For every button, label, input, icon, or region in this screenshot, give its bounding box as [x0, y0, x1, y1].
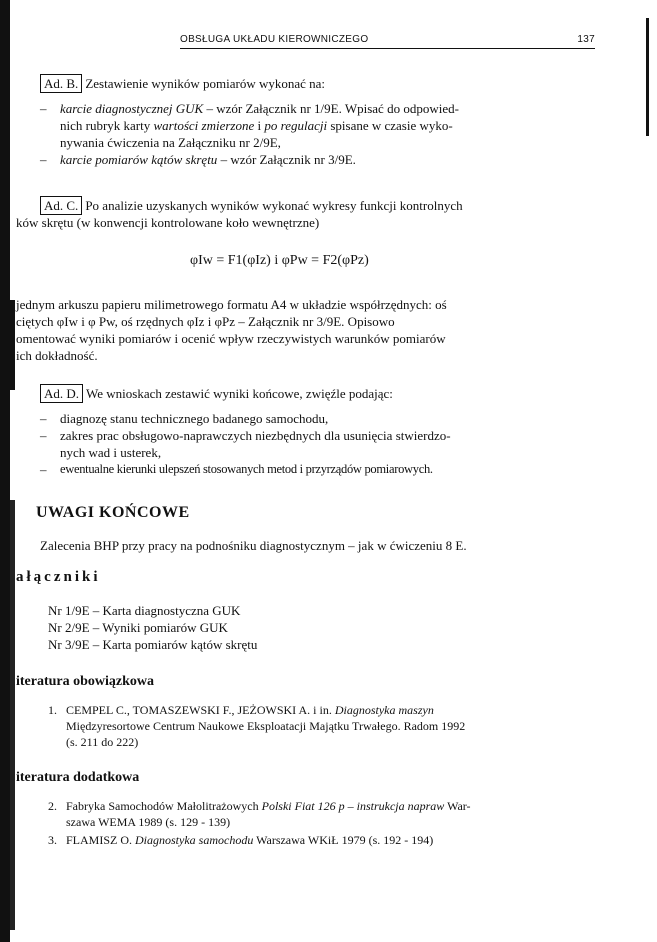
- adb-label: Ad. B.: [40, 74, 82, 93]
- formula: φIw = F1(φIz) i φPw = F2(φPz): [190, 253, 369, 268]
- list-item: – ewentualne kierunki ulepszeń stosowanych metod i przyrządów pomiarowych.: [40, 462, 433, 477]
- adb-intro: Ad. B. Zestawienie wyników pomiarów wykonać na:: [40, 74, 600, 93]
- list-item: nich rubryk karty wartości zmierzone i po regulacji spisane w czasie wyko-: [60, 118, 453, 133]
- list-item: – karcie pomiarów kątów skrętu – wzór Załącznik nr 3/9E.: [40, 152, 356, 167]
- uwagi-text: Zalecenia BHP przy pracy na podnośniku diagnostycznym – jak w ćwiczeniu 8 E.: [40, 538, 467, 553]
- adb-list: [40, 100, 610, 168]
- list-item: – zakres prac obsługowo-naprawczych niezbędnych dla usunięcia stwierdzo-: [40, 428, 451, 443]
- list-item: Nr 2/9E – Wyniki pomiarów GUK: [48, 620, 228, 635]
- add-label: Ad. D.: [40, 384, 83, 403]
- scan-mark-right: [646, 18, 649, 136]
- page-number: 137: [577, 34, 595, 45]
- adc-line1: Ad. C. Po analizie uzyskanych wyników wykonać wykresy funkcji kontrolnych: [40, 196, 620, 215]
- section-heading-lit-dod: iteratura dodatkowa: [16, 770, 140, 785]
- list-item: – diagnozę stanu technicznego badanego samochodu,: [40, 411, 329, 426]
- list-item: 3. FLAMISZ O. Diagnostyka samochodu Warszawa WKiŁ 1979 (s. 192 - 194): [48, 833, 434, 847]
- list-item: 2. Fabryka Samochodów Małolitrażowych Polski Fiat 126 p – instrukcja napraw War- szawa WEMA 1989 (s. 129 - 139): [48, 799, 471, 829]
- list-item: Nr 1/9E – Karta diagnostyczna GUK: [48, 603, 241, 618]
- scan-shadow-left-lower: [10, 500, 15, 930]
- list-item: – karcie diagnostycznej GUK – wzór Załącznik nr 1/9E. Wpisać do odpowied-: [40, 101, 459, 116]
- zalaczniki-list: [48, 602, 548, 653]
- scan-shadow-left-mid: [10, 300, 15, 390]
- section-heading-zalaczniki: ałączniki: [16, 569, 101, 585]
- list-item: nywania ćwiczenia na Załączniku nr 2/9E,: [60, 135, 281, 150]
- list-item: Nr 3/9E – Karta pomiarów kątów skrętu: [48, 637, 258, 652]
- lit-dod-list: [48, 798, 608, 848]
- adc-label: Ad. C.: [40, 196, 82, 215]
- section-heading-uwagi: UWAGI KOŃCOWE: [36, 504, 190, 521]
- adc-line2: ków skrętu (w konwencji kontrolowane koło wewnętrzne): [16, 215, 320, 230]
- section-heading-lit-obow: iteratura obowiązkowa: [16, 674, 155, 689]
- add-intro: Ad. D. We wnioskach zestawić wyniki końcowe, zwięźle podając:: [40, 384, 620, 403]
- adc-paragraph: jednym arkuszu papieru milimetrowego formatu A4 w układzie współrzędnych: oś ciętych φIw i φ Pw, oś rzędnych φIz i φPz – Załącznik nr 3/9E. Opisowo omentować wyniki pomiarów i ocenić wpływ rzeczywistych warunków pomiarów ich dokładność.: [16, 297, 447, 363]
- header-title: OBSŁUGA UKŁADU KIEROWNICZEGO: [180, 34, 369, 45]
- list-item: nych wad i usterek,: [60, 445, 162, 460]
- list-item: 1. CEMPEL C., TOMASZEWSKI F., JEŻOWSKI A. i in. Diagnostyka maszyn Międzyresortowe Centrum Naukowe Eksploatacji Majątku Trwałego. Radom 1992 (s. 211 do 222): [48, 703, 466, 749]
- running-header: [180, 34, 595, 49]
- add-list: [40, 410, 610, 478]
- lit-obow-list: [48, 702, 608, 750]
- scan-shadow-left: [0, 0, 10, 942]
